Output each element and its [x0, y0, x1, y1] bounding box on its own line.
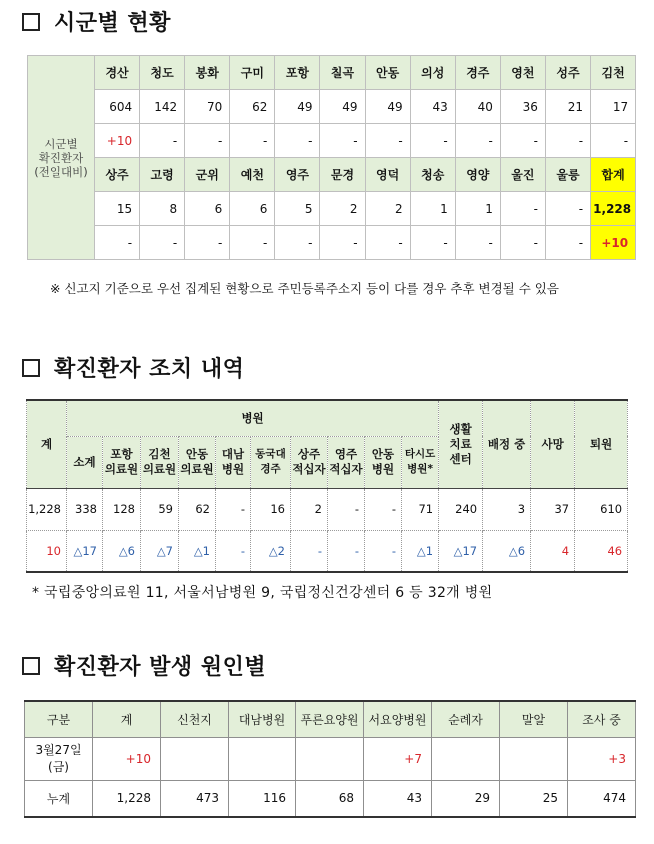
change-cell: △6	[103, 530, 141, 572]
section2-note: * 국립중앙의료원 11, 서울서남병원 9, 국립정신건강센터 6 등 32개 병원	[32, 585, 493, 601]
hospital-sub-header: 영주 적십자	[328, 436, 365, 488]
region-count: 2	[365, 192, 410, 226]
region-name: 의성	[410, 56, 455, 90]
region-name: 울진	[500, 158, 545, 192]
region-change: -	[591, 124, 636, 158]
hospital-sub-header: 소계	[67, 436, 103, 488]
hospital-sub-header: 김천 의료원	[141, 436, 179, 488]
region-name: 영양	[455, 158, 500, 192]
row-label-cell	[28, 56, 95, 260]
total-row-cell: 43	[364, 780, 432, 817]
region-name: 울릉	[545, 158, 590, 192]
total-row-cell: 1,228	[93, 780, 161, 817]
region-count: 49	[365, 90, 410, 124]
region-change: -	[455, 124, 500, 158]
region-name: 성주	[545, 56, 590, 90]
region-name: 영덕	[365, 158, 410, 192]
region-count: 49	[320, 90, 365, 124]
change-cell: -	[328, 530, 365, 572]
change-cell: -	[216, 530, 251, 572]
region-count: 62	[230, 90, 275, 124]
region-count: -	[545, 192, 590, 226]
region-change: -	[185, 226, 230, 260]
cause-header: 구분	[25, 701, 93, 737]
region-change: -	[500, 124, 545, 158]
cumulative-cell: 610	[575, 488, 628, 530]
total-label: 합계	[591, 158, 636, 192]
change-cell: -	[291, 530, 328, 572]
region-change: -	[410, 226, 455, 260]
region-count: 604	[95, 90, 140, 124]
cumulative-cell: 338	[67, 488, 103, 530]
hospital-sub-header: 포항 의료원	[103, 436, 141, 488]
cumulative-cell: 71	[402, 488, 439, 530]
section1-title: 시군별 현황	[54, 11, 171, 36]
region-count: 142	[140, 90, 185, 124]
hospital-sub-header: 동국대 경주	[251, 436, 291, 488]
col-total-header: 계	[27, 400, 67, 488]
region-count: 8	[140, 192, 185, 226]
date-row-cell	[296, 737, 364, 780]
date-row-label: 3월27일 (금)	[25, 737, 93, 780]
row-label-line: 확진환자	[38, 150, 84, 165]
cumulative-cell: 37	[531, 488, 575, 530]
region-change: -	[140, 226, 185, 260]
col-discharge-header: 퇴원	[575, 400, 628, 488]
cumulative-cell: 16	[251, 488, 291, 530]
region-name: 청도	[140, 56, 185, 90]
region-name: 예천	[230, 158, 275, 192]
region-name: 고령	[140, 158, 185, 192]
region-count: 2	[320, 192, 365, 226]
cause-header: 순례자	[432, 701, 500, 737]
region-count: 6	[185, 192, 230, 226]
region-name: 봉화	[185, 56, 230, 90]
section2-heading	[22, 352, 244, 383]
region-count: 15	[95, 192, 140, 226]
region-count: 49	[275, 90, 320, 124]
region-change: -	[365, 226, 410, 260]
change-cell: △1	[179, 530, 216, 572]
region-name: 군위	[185, 158, 230, 192]
cumulative-cell: 62	[179, 488, 216, 530]
patient-measures-table	[26, 399, 628, 573]
row-label-line: (전일대비)	[34, 164, 88, 179]
region-name: 경주	[455, 56, 500, 90]
region-change: -	[140, 124, 185, 158]
cumulative-cell: 3	[483, 488, 531, 530]
region-change: -	[275, 226, 320, 260]
region-change: -	[410, 124, 455, 158]
total-row-cell: 474	[568, 780, 636, 817]
cause-header: 말알	[500, 701, 568, 737]
region-change: -	[275, 124, 320, 158]
cause-header: 푸른요양원	[296, 701, 364, 737]
region-name: 문경	[320, 158, 365, 192]
checkbox-square-icon	[22, 359, 40, 377]
region-change: -	[455, 226, 500, 260]
hospital-sub-header: 타시도 병원*	[402, 436, 439, 488]
cumulative-cell: 2	[291, 488, 328, 530]
total-change: +10	[591, 226, 636, 260]
total-row-cell: 116	[229, 780, 296, 817]
total-row-cell: 25	[500, 780, 568, 817]
region-name: 영천	[500, 56, 545, 90]
region-count: 43	[410, 90, 455, 124]
checkbox-square-icon	[22, 13, 40, 31]
change-cell: △17	[67, 530, 103, 572]
cause-header: 대남병원	[229, 701, 296, 737]
cause-header: 계	[93, 701, 161, 737]
change-cell: △7	[141, 530, 179, 572]
checkbox-square-icon	[22, 657, 40, 675]
hospital-sub-header: 대남 병원	[216, 436, 251, 488]
section1-heading	[22, 6, 171, 37]
hospital-sub-header: 안동 병원	[365, 436, 402, 488]
cumulative-cell: 128	[103, 488, 141, 530]
region-change: -	[545, 226, 590, 260]
section1-note: ※ 신고지 기준으로 우선 집계된 현황으로 주민등록주소지 등이 다를 경우 추후 변경될 수 있음	[50, 281, 559, 296]
region-change: -	[185, 124, 230, 158]
cause-header: 서요양병원	[364, 701, 432, 737]
region-count: -	[500, 192, 545, 226]
region-name: 상주	[95, 158, 140, 192]
change-cell: △6	[483, 530, 531, 572]
change-cell: △1	[402, 530, 439, 572]
region-change: -	[320, 124, 365, 158]
region-name: 경산	[95, 56, 140, 90]
change-cell: -	[365, 530, 402, 572]
change-cell: △2	[251, 530, 291, 572]
date-row-cell	[432, 737, 500, 780]
region-name: 청송	[410, 158, 455, 192]
total-count: 1,228	[591, 192, 636, 226]
region-count: 1	[410, 192, 455, 226]
cause-header: 신천지	[161, 701, 229, 737]
region-change: -	[545, 124, 590, 158]
region-change: -	[230, 124, 275, 158]
cumulative-cell: 59	[141, 488, 179, 530]
col-assign-header: 배정 중	[483, 400, 531, 488]
region-change: -	[500, 226, 545, 260]
total-row-cell: 29	[432, 780, 500, 817]
region-change: -	[365, 124, 410, 158]
region-count: 17	[591, 90, 636, 124]
region-name: 포항	[275, 56, 320, 90]
total-row-cell: 473	[161, 780, 229, 817]
col-death-header: 사망	[531, 400, 575, 488]
cumulative-cell: 240	[439, 488, 483, 530]
region-count: 36	[500, 90, 545, 124]
cause-header: 조사 중	[568, 701, 636, 737]
change-cell: △17	[439, 530, 483, 572]
region-count: 21	[545, 90, 590, 124]
change-cell: 10	[27, 530, 67, 572]
region-name: 칠곡	[320, 56, 365, 90]
region-count: 40	[455, 90, 500, 124]
cumulative-cell: -	[365, 488, 402, 530]
total-row-label: 누계	[25, 780, 93, 817]
date-row-cell	[229, 737, 296, 780]
col-hospital-header: 병원	[67, 400, 439, 436]
cumulative-cell: -	[328, 488, 365, 530]
region-count: 70	[185, 90, 230, 124]
region-change: -	[95, 226, 140, 260]
row-label-line: 시군별	[44, 136, 78, 151]
col-center-header: 생활 치료 센터	[439, 400, 483, 488]
region-count: 1	[455, 192, 500, 226]
date-row-cell: +3	[568, 737, 636, 780]
change-cell: 46	[575, 530, 628, 572]
region-count: 6	[230, 192, 275, 226]
section3-title: 확진환자 발생 원인별	[54, 655, 267, 680]
region-change: -	[320, 226, 365, 260]
section2-title: 확진환자 조치 내역	[54, 357, 245, 382]
change-cell: 4	[531, 530, 575, 572]
region-name: 영주	[275, 158, 320, 192]
cumulative-cell: -	[216, 488, 251, 530]
region-change: +10	[95, 124, 140, 158]
cause-table	[24, 700, 636, 818]
section3-heading	[22, 650, 266, 681]
region-name: 김천	[591, 56, 636, 90]
cumulative-cell: 1,228	[27, 488, 67, 530]
date-row-cell: +10	[93, 737, 161, 780]
date-row-cell	[500, 737, 568, 780]
region-change: -	[230, 226, 275, 260]
region-name: 안동	[365, 56, 410, 90]
date-row-cell: +7	[364, 737, 432, 780]
hospital-sub-header: 상주 적십자	[291, 436, 328, 488]
region-name: 구미	[230, 56, 275, 90]
date-row-cell	[161, 737, 229, 780]
region-count: 5	[275, 192, 320, 226]
hospital-sub-header: 안동 의료원	[179, 436, 216, 488]
region-status-table	[27, 55, 636, 260]
total-row-cell: 68	[296, 780, 364, 817]
